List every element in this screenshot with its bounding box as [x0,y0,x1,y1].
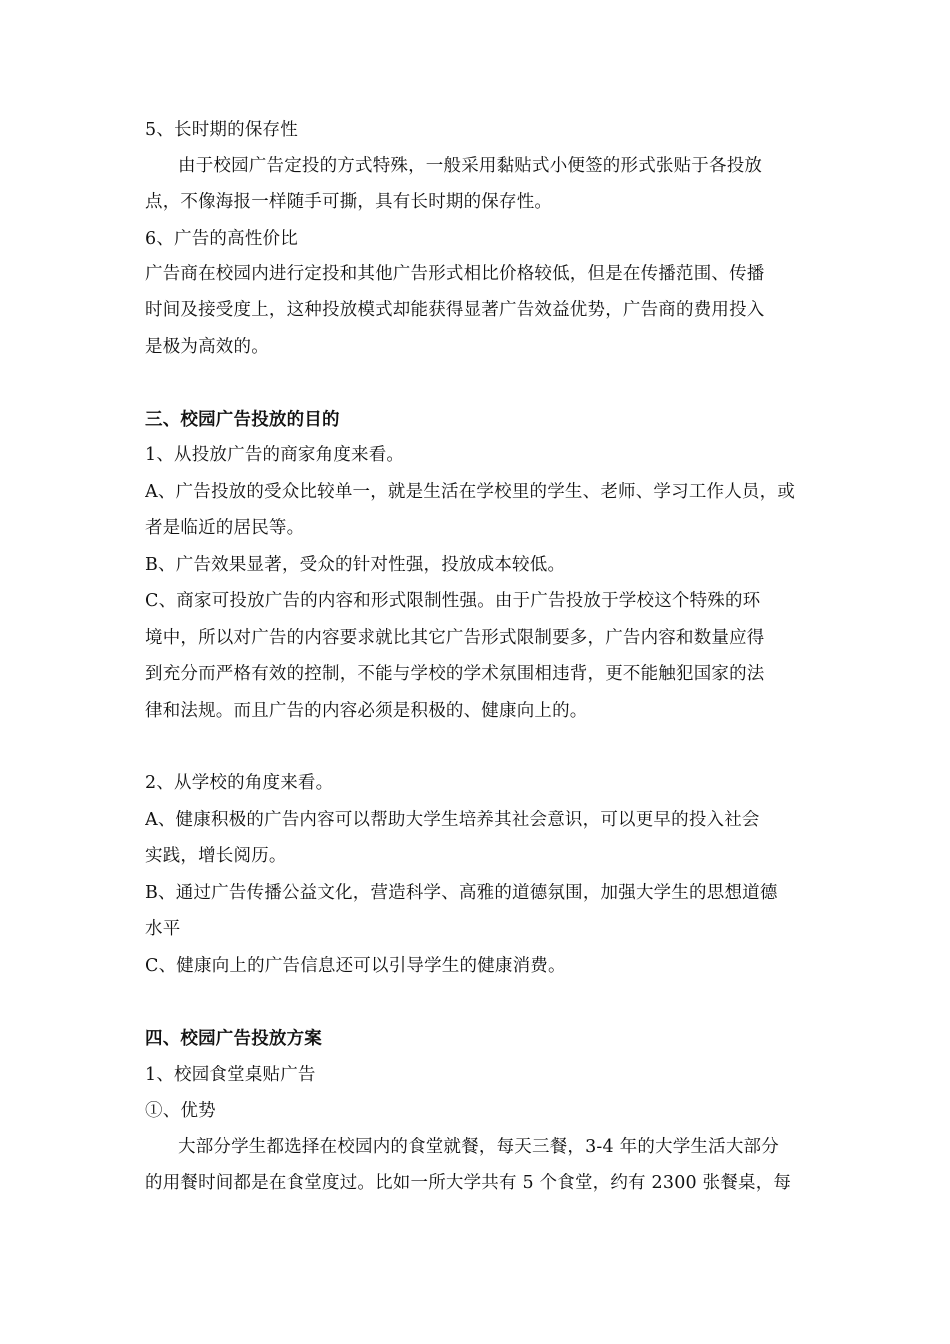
paragraph-line: 水平 [145,919,181,939]
subheading-5: 5、长时期的保存性 [145,120,298,140]
paragraph-line: 律和法规。而且广告的内容必须是积极的、健康向上的。 [145,701,588,721]
subheading-2: 2、从学校的角度来看。 [145,773,334,793]
subheading-1: 1、从投放广告的商家角度来看。 [145,445,405,465]
paragraph-line: 实践，增长阅历。 [145,846,287,866]
paragraph-line: C、健康向上的广告信息还可以引导学生的健康消费。 [145,956,566,976]
paragraph-line: 是极为高效的。 [145,337,269,357]
paragraph-line: 的用餐时间都是在食堂度过。比如一所大学共有 5 个食堂，约有 2300 张餐桌，每 [145,1173,792,1193]
paragraph-line: 广告商在校园内进行定投和其他广告形式相比价格较低，但是在传播范围、传播 [145,264,765,284]
section-heading-3: 三、校园广告投放的目的 [145,410,340,430]
paragraph-line: 境中，所以对广告的内容要求就比其它广告形式限制要多，广告内容和数量应得 [145,628,765,648]
paragraph-line: 大部分学生都选择在校园内的食堂就餐，每天三餐，3-4 年的大学生活大部分 [178,1137,779,1157]
paragraph-line: A、健康积极的广告内容可以帮助大学生培养其社会意识，可以更早的投入社会 [145,810,760,830]
subheading-6: 6、广告的高性价比 [145,229,298,249]
paragraph-line: 时间及接受度上，这种投放模式却能获得显著广告效益优势，广告商的费用投入 [145,300,765,320]
paragraph-line: 到充分而严格有效的控制，不能与学校的学术氛围相违背，更不能触犯国家的法 [145,664,765,684]
subheading-advantage: ①、优势 [145,1101,216,1121]
paragraph-line: A、广告投放的受众比较单一，就是生活在学校里的学生、老师、学习工作人员，或 [145,482,796,502]
paragraph-line: C、商家可投放广告的内容和形式限制性强。由于广告投放于学校这个特殊的环 [145,591,761,611]
subheading-1: 1、校园食堂桌贴广告 [145,1065,316,1085]
paragraph-line: B、广告效果显著，受众的针对性强，投放成本较低。 [145,555,566,575]
paragraph-line: 由于校园广告定投的方式特殊，一般采用黏贴式小便签的形式张贴于各投放 [178,156,763,176]
section-heading-4: 四、校园广告投放方案 [145,1029,322,1049]
paragraph-line: B、通过广告传播公益文化，营造科学、高雅的道德氛围，加强大学生的思想道德 [145,883,778,903]
paragraph-line: 者是临近的居民等。 [145,518,305,538]
paragraph-line: 点，不像海报一样随手可撕，具有长时期的保存性。 [145,192,553,212]
